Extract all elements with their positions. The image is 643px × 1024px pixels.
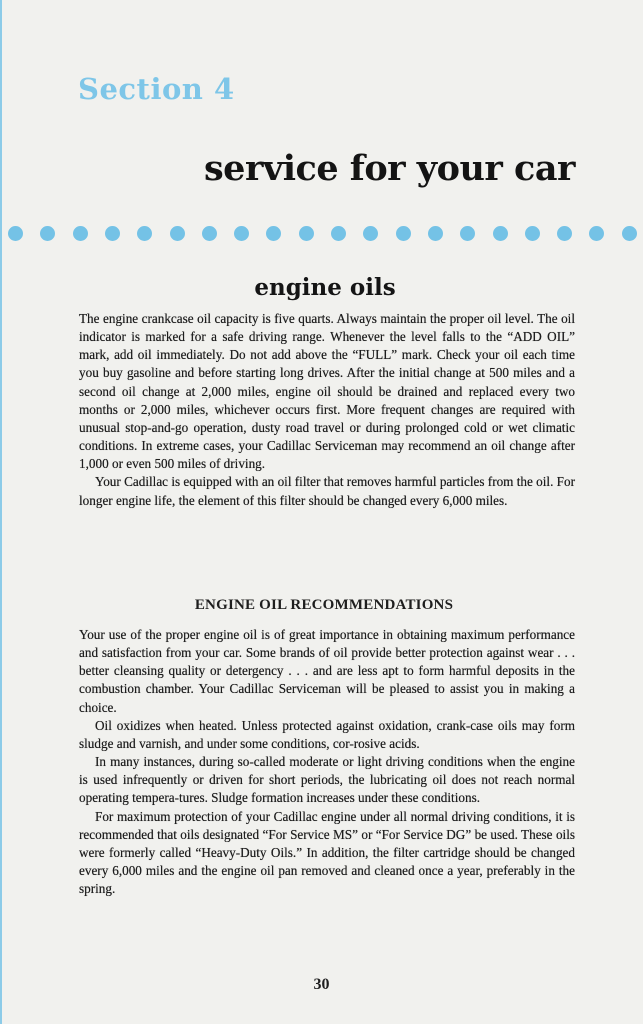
divider-dot bbox=[234, 226, 249, 241]
divider-dot bbox=[266, 226, 281, 241]
divider-dot bbox=[589, 226, 604, 241]
divider-dot bbox=[396, 226, 411, 241]
divider-dot bbox=[363, 226, 378, 241]
page-edge-line bbox=[0, 0, 2, 1024]
divider-dot bbox=[331, 226, 346, 241]
divider-dot bbox=[525, 226, 540, 241]
divider-dot bbox=[105, 226, 120, 241]
engine-oils-heading: engine oils bbox=[254, 274, 396, 301]
paragraph: Your use of the proper engine oil is of great importance in obtaining maximum performance and satisfaction from your car. Some brands of oil provide better protection against wear . . . better cleansing quality or detergency . . . and are less apt to form harmful deposits in the combustion chamber. Your Cadillac Serviceman will be pleased to assist you in making a choice. bbox=[79, 627, 575, 715]
recommendations-body bbox=[79, 626, 575, 898]
dotted-divider bbox=[8, 226, 643, 242]
divider-dot bbox=[202, 226, 217, 241]
divider-dot bbox=[493, 226, 508, 241]
divider-dot bbox=[40, 226, 55, 241]
divider-dot bbox=[299, 226, 314, 241]
engine-oils-body bbox=[79, 310, 575, 510]
paragraph: In many instances, during so-called moderate or light driving conditions when the engine is used infrequently or driven for short periods, the lubricating oil does not reach normal operating tempera-tures. Sludge formation increases under these conditions. bbox=[79, 754, 575, 806]
divider-dot bbox=[622, 226, 637, 241]
section-label: Section 4 bbox=[78, 72, 235, 106]
divider-dot bbox=[170, 226, 185, 241]
paragraph: For maximum protection of your Cadillac engine under all normal driving conditions, it is recommended that oils designated “For Service MS” or “For Service DG” be used. These oils were formerly called “Heavy-Duty Oils.” In addition, the filter cartridge should be changed every 6,000 miles and the engine oil pan removed and cleaned once a year, preferably in the spring. bbox=[79, 808, 575, 897]
divider-dot bbox=[137, 226, 152, 241]
divider-dot bbox=[73, 226, 88, 241]
page-title: service for your car bbox=[203, 148, 575, 189]
paragraph: Oil oxidizes when heated. Unless protected against oxidation, crank-case oils may form sludge and varnish, and under some conditions, cor-rosive acids. bbox=[79, 717, 575, 751]
paragraph: Your Cadillac is equipped with an oil filter that removes harmful particles from the oil. For longer engine life, the element of this filter should be changed every 6,000 miles. bbox=[79, 474, 575, 508]
page-number: 30 bbox=[313, 976, 330, 993]
recommendations-heading: ENGINE OIL RECOMMENDATIONS bbox=[194, 597, 454, 613]
divider-dot bbox=[557, 226, 572, 241]
divider-dot bbox=[428, 226, 443, 241]
divider-dot bbox=[8, 226, 23, 241]
divider-dot bbox=[460, 226, 475, 241]
paragraph: The engine crankcase oil capacity is five quarts. Always maintain the proper oil level. The oil indicator is marked for a safe driving range. Whenever the level falls to the “ADD OIL” mark, add oil immediately. Do not add above the “FULL” mark. Check your oil each time you buy gasoline and before starting long drives. After the initial change at 500 miles and a second oil change at 2,000 miles, engine oil should be drained and replaced every two months or 2,000 miles, whichever occurs first. More frequent changes are required with unusual stop-and-go operation, dusty road travel or during prolonged cold or wet climatic conditions. In extreme cases, your Cadillac Serviceman may recommend an oil change after 1,000 or even 500 miles of driving. bbox=[79, 311, 575, 472]
